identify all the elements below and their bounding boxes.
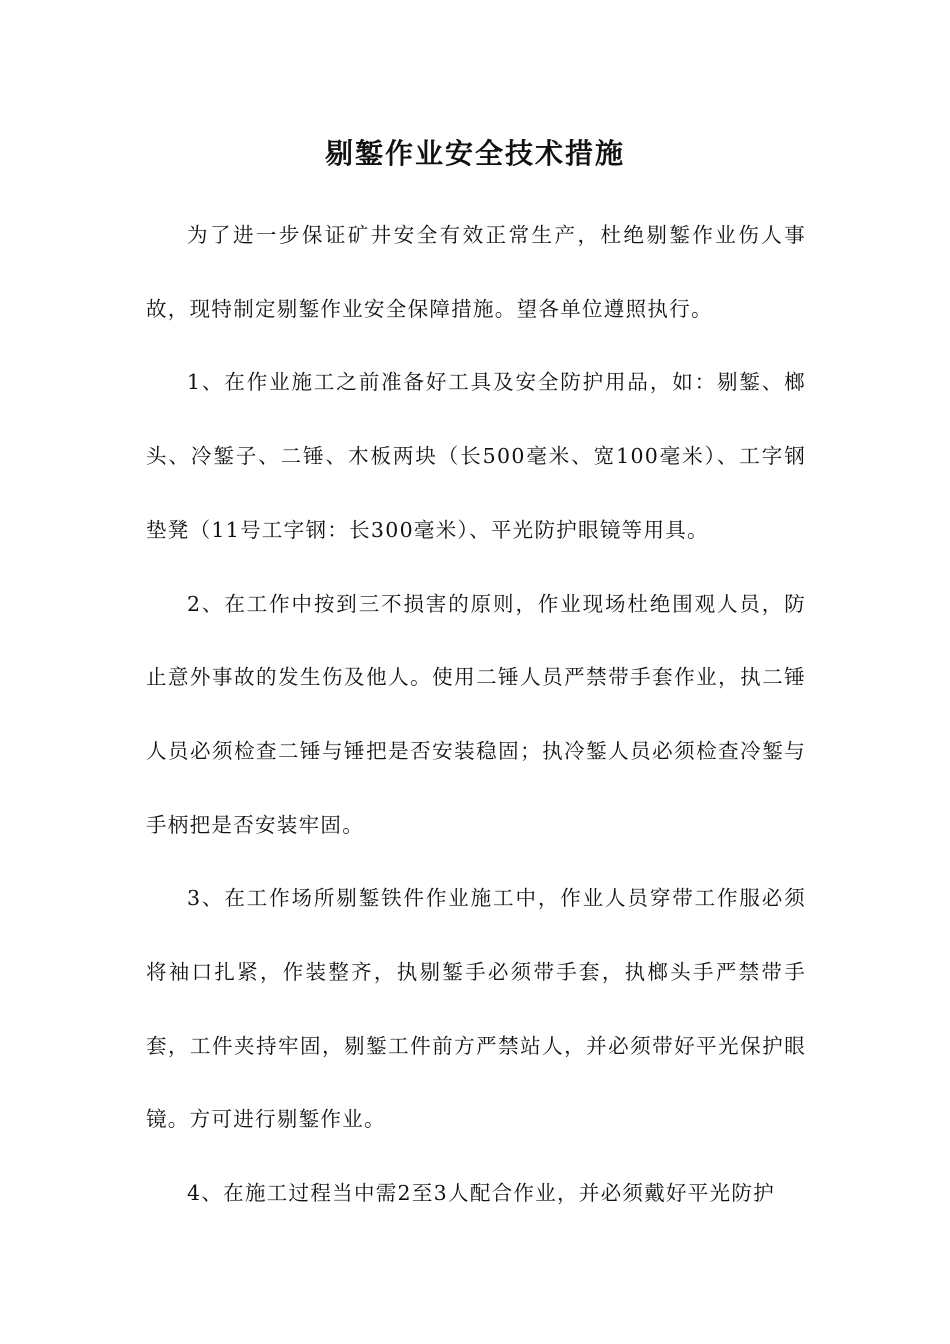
document-title: 剔錾作业安全技术措施 bbox=[324, 137, 625, 170]
intro-paragraph: 为了进一步保证矿井安全有效正常生产，杜绝剔錾作业伤人事故，现特制定剔錾作业安全保障措施。望各单位遵照执行。 bbox=[146, 223, 806, 321]
measure-2-paragraph: 2、在工作中按到三不损害的原则，作业现场杜绝围观人员，防止意外事故的发生伤及他人。使用二锤人员严禁带手套作业，执二锤人员必须检查二锤与锤把是否安装稳固；执冷錾人员必须检查冷錾与手柄把是否安装牢固。 bbox=[146, 591, 806, 837]
measure-4-paragraph: 4、在施工过程当中需2至3人配合作业，并必须戴好平光防护 bbox=[187, 1181, 776, 1206]
measure-1-paragraph: 1、在作业施工之前准备好工具及安全防护用品，如：剔錾、榔头、冷錾子、二锤、木板两块（长500毫米、宽100毫米）、工字钢垫凳（11号工字钢：长300毫米）、平光防护眼镜等用具。 bbox=[146, 370, 806, 542]
document-body bbox=[146, 199, 806, 1231]
measure-3-paragraph: 3、在工作场所剔錾铁件作业施工中，作业人员穿带工作服必须将袖口扎紧，作装整齐，执剔錾手必须带手套，执榔头手严禁带手套，工件夹持牢固，剔錾工件前方严禁站人，并必须带好平光保护眼镜。方可进行剔錾作业。 bbox=[146, 886, 806, 1132]
